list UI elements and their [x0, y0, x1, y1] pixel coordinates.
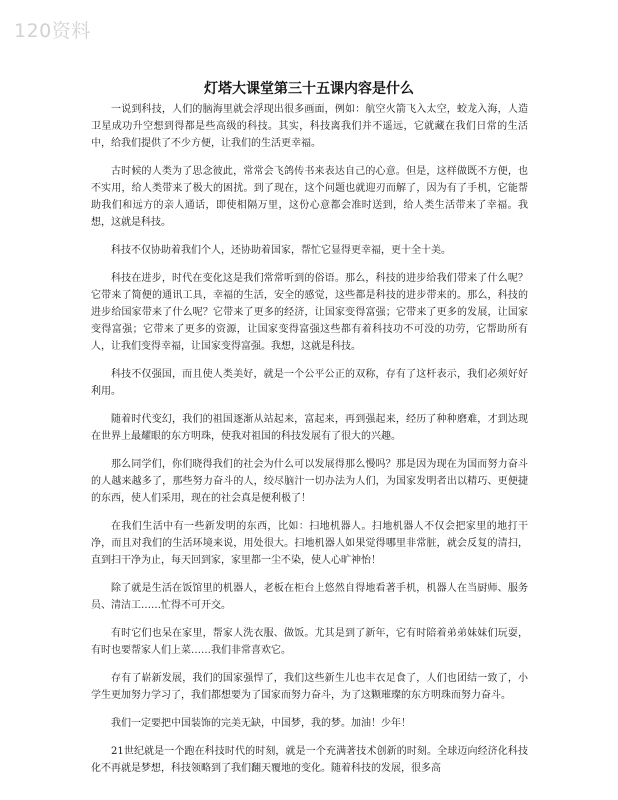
paragraph: 除了就是生活在饭馆里的机器人，老板在柜台上悠然自得地看著手机，机器人在当厨师、服务员、清洁工……忙得不可开交。	[91, 583, 528, 611]
paragraph: 科技不仅协助着我们个人，还协助着国家，帮忙它显得更幸福，更十全十美。	[111, 245, 451, 256]
watermark-logo: 120资料	[14, 20, 91, 42]
document-body	[91, 101, 528, 788]
paragraph: 在我们生活中有一些新发明的东西，比如：扫地机器人。扫地机器人不仅会把家里的地打干净，而且对我们的生活环境来说，用处很大。扫地机器人如果觉得哪里非常脏，就会反复的清扫，直到扫干净为止，每天回到家，家里都一尘不染，使人心旷神怡！	[91, 521, 528, 566]
paragraph: 科技不仅强国，而且使人类美好，就是一个公平公正的双称，存有了这杆表示，我们必须好好利用。	[91, 369, 528, 397]
paragraph: 科技在进步，时代在变化这是我们常常听到的俗语。那么，科技的进步给我们带来了什么呢？它带来了简便的通讯工具，幸福的生活，安全的感觉，这些都是科技的进步带来的。那么，科技的进步给国家带来了什么呢？它带来了更多的经济，让国家变得富强；它带来了更多的发展，让国家变得富强；它带来了更多的资源，让国家变得富强这些都有着科技功不可没的功劳，它帮助所有人，让我们变得幸福，让国家变得富强。我想，这就是科技。	[91, 273, 528, 352]
paragraph: 那么同学们，你们晓得我们的社会为什么可以发展得那么慢吗？那是因为现在为国而努力奋斗的人越来越多了，那些努力奋斗的人，绞尽脑汁一切办法为人们，为国家发明者出以精巧、更便捷的东西，使人们采用，现在的社会真是便利极了！	[91, 459, 528, 504]
paragraph: 随着时代变幻，我们的祖国逐渐从站起来，富起来，再到强起来，经历了种种磨难，才到达现在世界上最耀眼的东方明珠，使我对祖国的科技发展有了很大的兴趣。	[91, 414, 528, 442]
document-title: 灯塔大课堂第三十五课内容是什么	[204, 81, 414, 97]
paragraph: 古时候的人类为了思念彼此，常常会飞鸽传书来表达自己的心意。但是，这样做既不方便，也不实用，给人类带来了极大的困扰。到了现在，这个问题也就迎刃而解了，因为有了手机，它能帮助我们和远方的亲人通话，即使相隔万里，这份心意都会准时送到，给人类生活带来了幸福。我想，这就是科技。	[91, 166, 528, 228]
paragraph: 21世纪就是一个跑在科技时代的时刻，就是一个充满著技术创新的时刻。全球迈向经济化科技化不再就是梦想，科技领略到了我们翻天覆地的变化。随着科技的发展，很多高	[91, 746, 528, 774]
paragraph: 我们一定要把中国装饰的完美无缺，中国梦，我的梦。加油！少年！	[111, 718, 411, 729]
paragraph: 存有了崭新发展，我们的国家强悍了，我们这些新生儿也丰衣足食了，人们也团结一致了，小学生更加努力学习了，我们都想要为了国家而努力奋斗，为了这颗璀璨的东方明珠而努力奋斗。	[91, 673, 528, 701]
paragraph: 一说到科技，人们的脑海里就会浮现出很多画面，例如：航空火箭飞入太空，蛟龙入海，人造卫星成功升空想到得都是些高级的科技。其实，科技离我们并不遥远，它就藏在我们日常的生活中，给我们提供了不少方便，让我们的生活更幸福。	[91, 104, 528, 149]
paragraph: 有时它们也呆在家里，帮家人洗衣服、做饭。尤其是到了新年，它有时陪着弟弟妹妹们玩耍，有时也要帮家人们上菜……我们非常喜欢它。	[91, 628, 528, 656]
